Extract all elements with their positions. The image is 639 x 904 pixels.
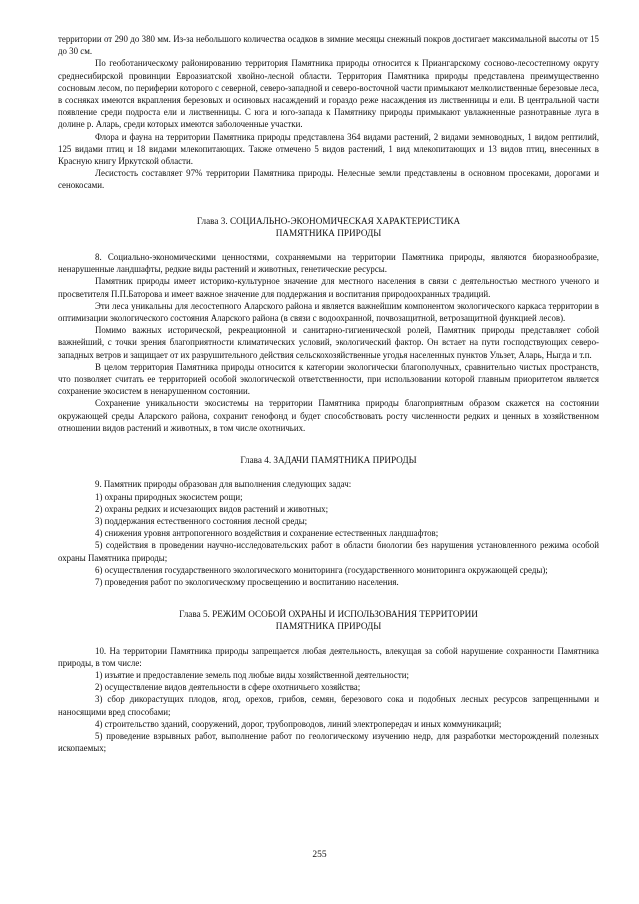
page-content [58, 33, 599, 754]
paragraph: территории от 290 до 380 мм. Из-за небольшого количества осадков в зимние месяцы снежный покров достигает максимальной высоты от 15 до 30 см. [58, 34, 599, 57]
paragraph: Лесистость составляет 97% территории Памятника природы. Нелесные земли представлены в основном просеками, дорогами и сенокосами. [58, 168, 599, 191]
list-item: 1) изъятие и предоставление земель под любые виды хозяйственной деятельности; [95, 669, 409, 680]
chapter-4-heading [58, 454, 599, 466]
list-item: 6) осуществления государственного экологического мониторинга (государственного мониторинга окружающей среды); [95, 564, 548, 575]
list-item: 7) проведения работ по экологическому просвещению и воспитанию населения. [95, 576, 399, 587]
paragraph: По геоботаническому районированию территория Памятника природы относится к Приангарскому сосново-лесостепному округу среднесибирской провинции Евроазиатской хвойно-лесной области. Территория Памятника природы представлена преимущественно сосновым лесом, по периферии которого с северной, северо-западной и северо-восточной части примыкают мелколиственные березовые леса, в сосняках имеются вкрапления березовых и осиновых насаждений и гораздо реже насаждения из лиственницы и ели. В центральной части появление среди подроста ели и лиственницы. С юга и юго-запада к Памятнику природы примыкают увлажненные разнотравные луга в долине р. Аларь, среди которых имеются заболоченные участки. [58, 58, 599, 130]
list-item: 4) снижения уровня антропогенного воздействия и сохранение естественных ландшафтов; [95, 528, 439, 539]
list-item: 3) поддержания естественного состояния лесной среды; [95, 515, 308, 526]
list-item: 1) охраны природных экосистем рощи; [95, 491, 243, 502]
list-item: 4) строительство зданий, сооружений, дорог, трубопроводов, линий электропередач и иных коммуникаций; [95, 718, 502, 729]
chapter-3-title-line-1: Глава 3. СОЦИАЛЬНО-ЭКОНОМИЧЕСКАЯ ХАРАКТЕРИСТИКА [196, 215, 461, 226]
list-item: 2) осуществление видов деятельности в сфере охотничьего хозяйства; [95, 682, 361, 693]
chapter-4-title: Глава 4. ЗАДАЧИ ПАМЯТНИКА ПРИРОДЫ [240, 455, 417, 466]
paragraph: Сохранение уникальности экосистемы на территории Памятника природы благоприятным образом скажется на состоянии окружающей среды Аларского района, сохранит генофонд и будет способствовать росту численности редких и ценных в хозяйственном отношении видов растений и животных, в том числе охотничьих. [58, 398, 599, 433]
chapter-3-heading [58, 215, 599, 239]
paragraph: 10. На территории Памятника природы запрещается любая деятельность, влекущая за собой нарушение сохранности Памятника природы, в том числе: [58, 645, 599, 668]
paragraph: Помимо важных исторической, рекреационной и санитарно-гигиенической ролей, Памятник природы представляет собой важнейший, с точки зрения благоприятности климатических условий, экологический фактор. Он встает на пути господствующих северо-западных ветров и защищает от их разрушительного действия сельскохозяйственные угодья населенных пунктов Ульзет, Аларь, Ныгда и т.п. [58, 325, 599, 360]
list-item: 5) содействия в проведении научно-исследовательских работ в области биологии без нарушения установленного режима особой охраны Памятника природы; [58, 540, 599, 563]
chapter-5-heading [58, 608, 599, 632]
chapter-3-title-line-2: ПАМЯТНИКА ПРИРОДЫ [275, 227, 382, 238]
chapter-5-title-line-1: Глава 5. РЕЖИМ ОСОБОЙ ОХРАНЫ И ИСПОЛЬЗОВАНИЯ ТЕРРИТОРИИ [179, 609, 478, 620]
list-item: 5) проведение взрывных работ, выполнение работ по геологическому изучению недр, для разработки месторождений полезных ископаемых; [58, 730, 599, 754]
chapter-5-title-line-2: ПАМЯТНИКА ПРИРОДЫ [275, 621, 382, 632]
list-item: 2) охраны редких и исчезающих видов растений и животных; [95, 503, 329, 514]
page-number: 255 [312, 850, 327, 860]
list-item: 3) сбор дикорастущих плодов, ягод, орехов, грибов, семян, березового сока и подобных лесных ресурсов запрещенными и наносящими вред способами; [58, 694, 599, 717]
paragraph: В целом территория Памятника природы относится к категории экологически благополучных, сравнительно чистых пространств, что позволяет считать ее территорией особой экологической ответственности, при использовании которой главным приоритетом является сохранение экосистем в ненарушенном состоянии. [58, 361, 599, 397]
paragraph: Флора и фауна на территории Памятника природы представлена 364 видами растений, 2 видами земноводных, 1 видом рептилий, 125 видами птиц и 18 видами млекопитающих. Также отмечено 5 видов растений, 1 вид млекопитающих и 13 видов птиц, внесенных в Красную книгу Иркутской области. [58, 131, 599, 167]
paragraph: 8. Социально-экономическими ценностями, сохраняемыми на территории Памятника природы, являются биоразнообразие, ненарушенные ландшафты, редкие виды растений и животных, генетические ресурсы. [58, 252, 599, 275]
paragraph: 9. Памятник природы образован для выполнения следующих задач: [95, 479, 352, 490]
paragraph: Памятник природы имеет историко-культурное значение для местного населения в связи с деятельностью местного ученого и просветителя П.П.Баторова и имеет важное значение для поддержания и воспитания природоохранных традиций. [58, 276, 599, 299]
paragraph: Эти леса уникальны для лесостепного Аларского района и является важнейшим компонентом экологического каркаса территории в оптимизации экологического состояния Аларского района (в связи с водоохранной, почвозащитной, ветрозащитной функцией лесов). [58, 300, 599, 324]
